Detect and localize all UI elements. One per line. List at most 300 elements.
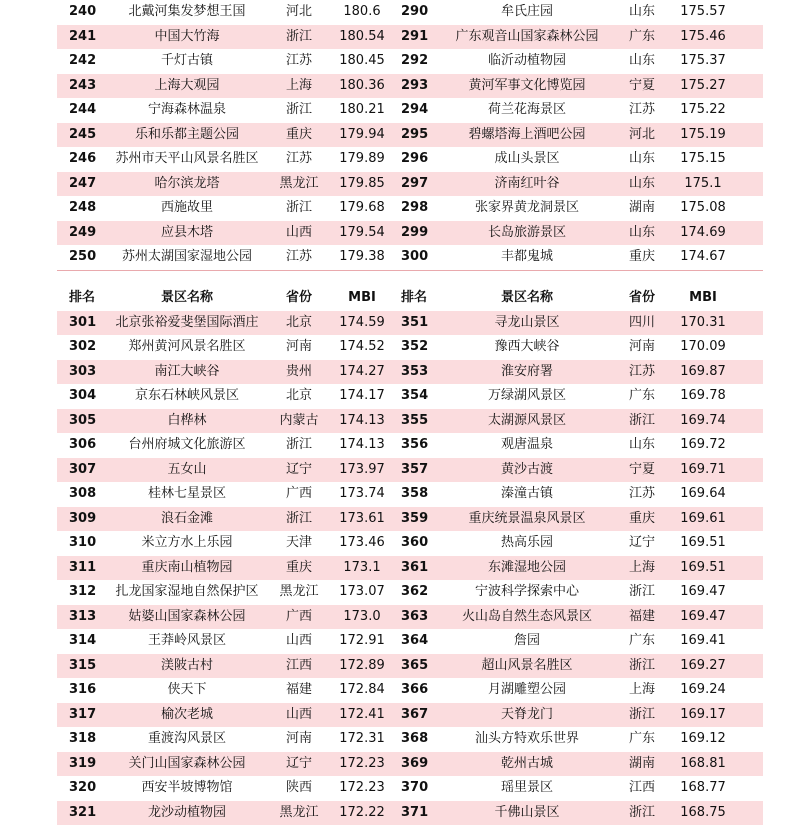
mbi-cell: 172.22 [339, 804, 385, 820]
mbi-cell: 173.46 [339, 535, 385, 550]
province-cell: 山东 [628, 437, 655, 452]
rank-cell: 362 [401, 584, 429, 599]
rank-cell: 241 [69, 28, 97, 44]
scenic-name-cell: 应县木塔 [160, 224, 213, 240]
rank-cell: 364 [401, 633, 429, 648]
province-cell: 山西 [285, 706, 312, 722]
mbi-cell: 173.97 [339, 461, 385, 477]
province-cell: 山东 [628, 175, 655, 191]
province-cell: 浙江 [285, 102, 312, 117]
rank-cell: 315 [69, 657, 97, 673]
province-cell: 辽宁 [628, 535, 655, 550]
scenic-name-cell: 东滩湿地公园 [487, 559, 566, 575]
rank-cell: 354 [401, 388, 429, 403]
mbi-cell: 173.1 [343, 559, 381, 575]
scenic-name-cell: 豫西大峡谷 [494, 339, 560, 354]
scenic-name-cell: 景区名称 [500, 290, 553, 305]
rank-cell: 371 [401, 804, 429, 820]
rank-cell: 352 [401, 339, 429, 354]
column-gap [389, 245, 399, 270]
column-gap [389, 335, 399, 360]
mbi-cell: 169.87 [680, 363, 726, 379]
mbi-cell: 173.61 [339, 510, 385, 526]
mbi-cell: 174.13 [339, 412, 385, 428]
mbi-cell: 179.68 [339, 200, 385, 215]
column-gap [389, 580, 399, 605]
province-cell: 湖南 [628, 755, 655, 771]
ranking-table-top [57, 0, 763, 270]
scenic-name-cell: 丰都鬼城 [500, 249, 553, 264]
rank-cell: 242 [69, 53, 97, 68]
column-gap [389, 172, 399, 197]
rank-cell: 320 [69, 780, 97, 795]
mbi-cell: 180.21 [339, 102, 385, 117]
mbi-cell: 175.57 [680, 4, 726, 19]
table-row [57, 703, 763, 728]
column-gap [389, 409, 399, 434]
table-row [57, 409, 763, 434]
mbi-cell: 169.47 [680, 584, 726, 599]
scenic-name-cell: 苏州市天平山风景名胜区 [115, 151, 259, 166]
rank-cell: 250 [69, 249, 97, 264]
province-cell: 江苏 [285, 249, 312, 264]
mbi-cell: 169.17 [680, 706, 726, 722]
province-cell: 省份 [628, 290, 655, 305]
column-gap [389, 433, 399, 458]
ranking-table-bottom [57, 286, 763, 825]
scenic-name-cell: 中国大竹海 [154, 28, 220, 44]
table-row [57, 0, 763, 25]
mbi-cell: 173.74 [339, 486, 385, 501]
table-row [57, 172, 763, 197]
scenic-name-cell: 千佛山景区 [494, 804, 560, 820]
column-gap [389, 360, 399, 385]
rank-cell: 366 [401, 682, 429, 697]
scenic-name-cell: 渼陂古村 [160, 657, 213, 673]
column-gap [389, 629, 399, 654]
province-cell: 浙江 [285, 510, 312, 526]
table-row [57, 752, 763, 777]
rank-cell: 360 [401, 535, 429, 550]
table-row [57, 49, 763, 74]
province-cell: 广西 [285, 608, 312, 624]
column-gap [389, 196, 399, 221]
mbi-cell: 180.54 [339, 28, 385, 44]
province-cell: 贵州 [285, 363, 312, 379]
scenic-name-cell: 台州府城文化旅游区 [128, 437, 246, 452]
scenic-name-cell: 太湖源风景区 [487, 412, 566, 428]
column-gap [389, 776, 399, 801]
province-cell: 浙江 [628, 706, 655, 722]
scenic-name-cell: 汕头方特欢乐世界 [474, 731, 579, 746]
column-gap [389, 801, 399, 826]
province-cell: 辽宁 [285, 461, 312, 477]
column-gap [389, 98, 399, 123]
province-cell: 江苏 [285, 53, 312, 68]
mbi-cell: 172.41 [339, 706, 385, 722]
scenic-name-cell: 月湖雕塑公园 [487, 682, 566, 697]
column-gap [389, 147, 399, 172]
scenic-name-cell: 火山岛自然生态风景区 [461, 608, 592, 624]
rank-cell: 365 [401, 657, 429, 673]
scenic-name-cell: 桂林七星景区 [147, 486, 226, 501]
column-gap [389, 482, 399, 507]
province-cell: 福建 [285, 682, 312, 697]
scenic-name-cell: 临沂动植物园 [487, 53, 566, 68]
mbi-cell: 179.94 [339, 126, 385, 142]
table-row [57, 678, 763, 703]
column-gap [389, 221, 399, 246]
mbi-cell: 179.85 [339, 175, 385, 191]
rank-cell: 299 [401, 224, 429, 240]
province-cell: 四川 [628, 314, 655, 330]
rank-cell: 308 [69, 486, 97, 501]
mbi-cell: 169.64 [680, 486, 726, 501]
mbi-cell: 172.23 [339, 755, 385, 771]
mbi-cell: 172.89 [339, 657, 385, 673]
table-row [57, 245, 763, 270]
province-cell: 重庆 [628, 249, 655, 264]
province-cell: 重庆 [285, 559, 312, 575]
mbi-cell: 174.13 [339, 437, 385, 452]
province-cell: 广东 [628, 388, 655, 403]
table-row [57, 433, 763, 458]
rank-cell: 291 [401, 28, 429, 44]
scenic-name-cell: 京东石林峡风景区 [134, 388, 239, 403]
mbi-cell: 170.31 [680, 314, 726, 330]
province-cell: 陕西 [285, 780, 312, 795]
mbi-cell: 173.07 [339, 584, 385, 599]
province-cell: 江苏 [285, 151, 312, 166]
province-cell: 浙江 [628, 584, 655, 599]
column-gap [389, 0, 399, 25]
scenic-name-cell: 重庆南山植物园 [141, 559, 233, 575]
mbi-cell: MBI [689, 290, 717, 305]
mbi-cell: 169.27 [680, 657, 726, 673]
scenic-name-cell: 詹园 [513, 633, 540, 648]
province-cell: 黑龙江 [279, 584, 319, 599]
rank-cell: 290 [401, 4, 429, 19]
rank-cell: 排名 [401, 290, 428, 305]
rank-cell: 319 [69, 755, 97, 771]
scenic-name-cell: 张家界黄龙洞景区 [474, 200, 579, 215]
mbi-cell: 175.15 [680, 151, 726, 166]
rank-cell: 244 [69, 102, 97, 117]
mbi-cell: 180.45 [339, 53, 385, 68]
province-cell: 山西 [285, 633, 312, 648]
province-cell: 河北 [285, 4, 312, 19]
rank-cell: 292 [401, 53, 429, 68]
scenic-name-cell: 热高乐园 [500, 535, 553, 550]
rank-cell: 311 [69, 559, 97, 575]
province-cell: 河北 [628, 126, 655, 142]
column-gap [389, 286, 399, 311]
rank-cell: 298 [401, 200, 429, 215]
mbi-cell: 168.77 [680, 780, 726, 795]
province-cell: 内蒙古 [279, 412, 319, 428]
table-row [57, 727, 763, 752]
province-cell: 河南 [285, 339, 312, 354]
column-gap [389, 605, 399, 630]
rank-cell: 358 [401, 486, 429, 501]
mbi-cell: 168.81 [680, 755, 726, 771]
table-row [57, 311, 763, 336]
rank-cell: 294 [401, 102, 429, 117]
province-cell: 江苏 [628, 363, 655, 379]
table-header-row [57, 286, 763, 311]
rank-cell: 357 [401, 461, 429, 477]
rank-cell: 318 [69, 731, 97, 746]
mbi-cell: 175.46 [680, 28, 726, 44]
mbi-cell: 169.72 [680, 437, 726, 452]
province-cell: 山东 [628, 53, 655, 68]
mbi-cell: 170.09 [680, 339, 726, 354]
mbi-cell: 179.89 [339, 151, 385, 166]
table-row [57, 531, 763, 556]
rank-cell: 310 [69, 535, 97, 550]
column-gap [389, 74, 399, 99]
mbi-cell: 180.36 [339, 77, 385, 93]
rank-cell: 248 [69, 200, 97, 215]
rank-cell: 369 [401, 755, 429, 771]
province-cell: 北京 [285, 314, 312, 330]
mbi-cell: 175.27 [680, 77, 726, 93]
column-gap [389, 654, 399, 679]
province-cell: 山东 [628, 224, 655, 240]
province-cell: 黑龙江 [279, 804, 319, 820]
rank-cell: 351 [401, 314, 429, 330]
scenic-name-cell: 重渡沟风景区 [147, 731, 226, 746]
province-cell: 河南 [628, 339, 655, 354]
scenic-name-cell: 北京张裕爱斐堡国际酒庄 [115, 314, 259, 330]
rank-cell: 247 [69, 175, 97, 191]
province-cell: 宁夏 [628, 461, 655, 477]
province-cell: 江西 [285, 657, 312, 673]
column-gap [389, 531, 399, 556]
province-cell: 广东 [628, 28, 655, 44]
province-cell: 广东 [628, 633, 655, 648]
mbi-cell: 169.51 [680, 535, 726, 550]
table-row [57, 221, 763, 246]
province-cell: 河南 [285, 731, 312, 746]
table-row [57, 123, 763, 148]
mbi-cell: MBI [348, 290, 376, 305]
scenic-name-cell: 黄沙古渡 [500, 461, 553, 477]
rank-cell: 353 [401, 363, 429, 379]
rank-cell: 245 [69, 126, 97, 142]
scenic-name-cell: 济南红叶谷 [494, 175, 560, 191]
province-cell: 浙江 [628, 412, 655, 428]
column-gap [389, 311, 399, 336]
scenic-name-cell: 乾州古城 [500, 755, 553, 771]
scenic-name-cell: 五女山 [167, 461, 207, 477]
rank-cell: 361 [401, 559, 429, 575]
mbi-cell: 174.52 [339, 339, 385, 354]
column-gap [389, 49, 399, 74]
province-cell: 浙江 [285, 200, 312, 215]
province-cell: 上海 [628, 682, 655, 697]
province-cell: 宁夏 [628, 77, 655, 93]
table-row [57, 556, 763, 581]
rank-cell: 317 [69, 706, 97, 722]
mbi-cell: 169.51 [680, 559, 726, 575]
rank-cell: 301 [69, 314, 97, 330]
rank-cell: 302 [69, 339, 97, 354]
mbi-cell: 169.12 [680, 731, 726, 746]
scenic-name-cell: 乐和乐都主题公园 [134, 126, 239, 142]
rank-cell: 297 [401, 175, 429, 191]
province-cell: 福建 [628, 608, 655, 624]
mbi-cell: 175.08 [680, 200, 726, 215]
rank-cell: 排名 [69, 290, 96, 305]
rank-cell: 307 [69, 461, 97, 477]
province-cell: 黑龙江 [279, 175, 319, 191]
province-cell: 省份 [285, 290, 312, 305]
scenic-name-cell: 上海大观园 [154, 77, 220, 93]
mbi-cell: 169.71 [680, 461, 726, 477]
province-cell: 广东 [628, 731, 655, 746]
scenic-name-cell: 荷兰花海景区 [487, 102, 566, 117]
scenic-name-cell: 寻龙山景区 [494, 314, 560, 330]
rank-cell: 246 [69, 151, 97, 166]
mbi-cell: 179.54 [339, 224, 385, 240]
scenic-name-cell: 北戴河集发梦想王国 [128, 4, 246, 19]
scenic-name-cell: 溱潼古镇 [500, 486, 553, 501]
mbi-cell: 169.78 [680, 388, 726, 403]
scenic-name-cell: 王莽岭风景区 [147, 633, 226, 648]
table-row [57, 629, 763, 654]
column-gap [389, 703, 399, 728]
table-row [57, 98, 763, 123]
table-row [57, 458, 763, 483]
mbi-cell: 174.27 [339, 363, 385, 379]
mbi-cell: 180.6 [343, 4, 381, 19]
province-cell: 浙江 [285, 28, 312, 44]
mbi-cell: 169.24 [680, 682, 726, 697]
mbi-cell: 172.23 [339, 780, 385, 795]
table-row [57, 776, 763, 801]
rank-cell: 249 [69, 224, 97, 240]
province-cell: 江苏 [628, 102, 655, 117]
table-row [57, 74, 763, 99]
scenic-name-cell: 长岛旅游景区 [487, 224, 566, 240]
column-gap [389, 556, 399, 581]
scenic-name-cell: 瑶里景区 [500, 780, 553, 795]
scenic-name-cell: 天脊龙门 [500, 706, 553, 722]
rank-cell: 312 [69, 584, 97, 599]
rank-cell: 305 [69, 412, 97, 428]
scenic-name-cell: 重庆统景温泉风景区 [468, 510, 586, 526]
mbi-cell: 169.74 [680, 412, 726, 428]
table-row [57, 580, 763, 605]
table-row [57, 147, 763, 172]
scenic-name-cell: 宁海森林温泉 [147, 102, 226, 117]
province-cell: 上海 [628, 559, 655, 575]
province-cell: 浙江 [628, 804, 655, 820]
rank-cell: 367 [401, 706, 429, 722]
province-cell: 重庆 [628, 510, 655, 526]
scenic-name-cell: 南江大峡谷 [154, 363, 220, 379]
province-cell: 山东 [628, 4, 655, 19]
scenic-name-cell: 榆次老城 [160, 706, 213, 722]
rank-cell: 356 [401, 437, 429, 452]
column-gap [389, 123, 399, 148]
province-cell: 天津 [285, 535, 312, 550]
table-row [57, 654, 763, 679]
mbi-cell: 175.37 [680, 53, 726, 68]
rank-cell: 306 [69, 437, 97, 452]
province-cell: 江西 [628, 780, 655, 795]
scenic-name-cell: 观唐温泉 [500, 437, 553, 452]
scenic-name-cell: 米立方水上乐园 [141, 535, 233, 550]
scenic-name-cell: 千灯古镇 [160, 53, 213, 68]
scenic-name-cell: 扎龙国家湿地自然保护区 [115, 584, 259, 599]
rank-cell: 313 [69, 608, 97, 624]
scenic-name-cell: 白桦林 [167, 412, 207, 428]
province-cell: 北京 [285, 388, 312, 403]
mbi-cell: 168.75 [680, 804, 726, 820]
rank-cell: 321 [69, 804, 97, 820]
column-gap [389, 384, 399, 409]
column-gap [389, 678, 399, 703]
mbi-cell: 169.47 [680, 608, 726, 624]
mbi-cell: 175.19 [680, 126, 726, 142]
mbi-cell: 174.67 [680, 249, 726, 264]
table-divider [57, 270, 763, 271]
mbi-cell: 174.69 [680, 224, 726, 240]
scenic-name-cell: 龙沙动植物园 [147, 804, 226, 820]
column-gap [389, 25, 399, 50]
column-gap [389, 458, 399, 483]
mbi-cell: 169.61 [680, 510, 726, 526]
column-gap [389, 727, 399, 752]
scenic-name-cell: 宁波科学探索中心 [474, 584, 579, 599]
rank-cell: 243 [69, 77, 97, 93]
scenic-name-cell: 成山头景区 [494, 151, 560, 166]
table-row [57, 360, 763, 385]
province-cell: 浙江 [285, 437, 312, 452]
table-row [57, 25, 763, 50]
rank-cell: 363 [401, 608, 429, 624]
scenic-name-cell: 哈尔滨龙塔 [154, 175, 220, 191]
scenic-name-cell: 郑州黄河风景名胜区 [128, 339, 246, 354]
rank-cell: 293 [401, 77, 429, 93]
province-cell: 山东 [628, 151, 655, 166]
rank-cell: 296 [401, 151, 429, 166]
mbi-cell: 175.22 [680, 102, 726, 117]
province-cell: 浙江 [628, 657, 655, 673]
scenic-name-cell: 万绿湖风景区 [487, 388, 566, 403]
mbi-cell: 175.1 [684, 175, 722, 191]
table-row [57, 605, 763, 630]
scenic-name-cell: 姑婆山国家森林公园 [128, 608, 246, 624]
table-row [57, 384, 763, 409]
scenic-name-cell: 广东观音山国家森林公园 [455, 28, 599, 44]
table-row [57, 196, 763, 221]
scenic-name-cell: 浪石金滩 [160, 510, 213, 526]
province-cell: 江苏 [628, 486, 655, 501]
mbi-cell: 172.31 [339, 731, 385, 746]
scenic-name-cell: 碧螺塔海上酒吧公园 [468, 126, 586, 142]
mbi-cell: 172.91 [339, 633, 385, 648]
mbi-cell: 179.38 [339, 249, 385, 264]
province-cell: 辽宁 [285, 755, 312, 771]
rank-cell: 370 [401, 780, 429, 795]
rank-cell: 240 [69, 4, 97, 19]
mbi-cell: 174.17 [339, 388, 385, 403]
mbi-cell: 173.0 [343, 608, 381, 624]
scenic-name-cell: 景区名称 [160, 290, 213, 305]
